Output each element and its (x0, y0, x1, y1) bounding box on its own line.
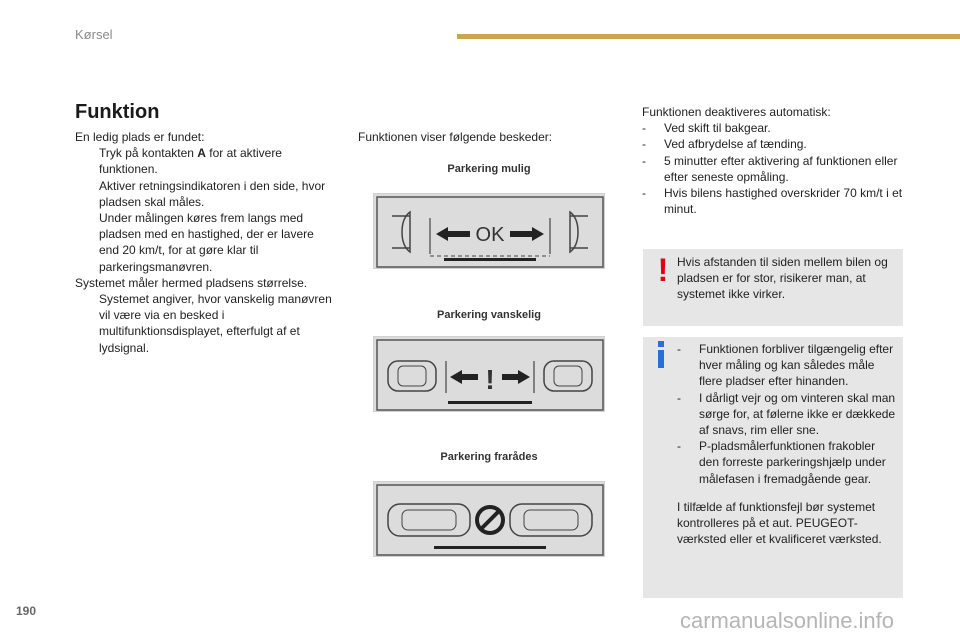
parking-difficult-icon (374, 337, 606, 413)
watermark: carmanualsonline.info (680, 608, 895, 633)
display-panel-difficult (373, 336, 605, 412)
list-item: - Hvis bilens hastighed overskrider 70 km/t i et minut. (642, 186, 903, 217)
info-box (643, 337, 903, 598)
list-item (75, 145, 337, 177)
panel-label-possible: Parkering mulig (447, 163, 531, 175)
list-item: - 5 minutter efter aktivering af funktionen eller efter seneste opmåling. (642, 153, 898, 184)
list-item-text-pre: Tryk på kontakten (99, 146, 198, 161)
warning-box (643, 249, 903, 326)
warning-icon: ! (657, 252, 669, 288)
page-title: Funktion (75, 101, 160, 123)
list-item-text: Aktiver retningsindikatoren i den side, hvor pladsen skal måles. (99, 178, 326, 209)
warning-text: Hvis afstanden til siden mellem bilen og pladsen er for stor, risikerer man, at systemet ikke virker. (677, 255, 888, 302)
list-item-text: Under målingen køres frem langs med pladsen med en hastighed, der er lavere end 20 km/t, for at gøre klar til parkeringsmanøvren. (99, 211, 314, 274)
panel-label-discouraged: Parkering frarådes (440, 451, 538, 463)
right-column (642, 104, 904, 217)
list-item: - Ved afbrydelse af tænding. (642, 137, 807, 152)
list-item: - Funktionen forbliver tilgængelig efter hver måling og kan således måle flere pladser efter hinanden. (677, 342, 894, 389)
list-item-text: Systemet angiver, hvor vanskelig manøvren vil være via en besked i multifunktionsdisplayet, efterfulgt af et lydsignal. (99, 292, 332, 355)
left-column (75, 129, 337, 356)
list-item (75, 210, 337, 275)
list-item (75, 291, 337, 356)
info-content (677, 341, 897, 559)
parking-ok-icon (374, 194, 606, 270)
list-item (75, 178, 337, 210)
panel-symbol-ok: OK (475, 224, 505, 246)
list-item: - Ved skift til bakgear. (642, 121, 771, 136)
left-intro: En ledig plads er fundet: (75, 130, 205, 144)
display-panel-discouraged (373, 481, 605, 557)
middle-intro: Funktionen viser følgende beskeder: (358, 130, 553, 144)
parking-no-entry-icon (374, 482, 606, 558)
info-footer: I tilfælde af funktionsfejl bør systemet kontrolleres på et aut. PEUGEOT-værksted eller et kvalificeret værksted. (677, 499, 882, 547)
section-label: Kørsel (75, 27, 113, 42)
button-letter: A (197, 146, 206, 161)
info-icon (655, 341, 667, 368)
right-intro: Funktionen deaktiveres automatisk: (642, 105, 831, 119)
header-accent-bar (457, 34, 960, 39)
panel-label-difficult: Parkering vanskelig (437, 309, 541, 321)
list-item: - P-pladsmålerfunktionen frakobler den forreste parkeringshjælp under målefasen i fremadgående gear. (677, 439, 886, 486)
left-mid-text: Systemet måler hermed pladsens størrelse. (75, 275, 308, 290)
page-number: 190 (16, 604, 37, 618)
list-item-text-post: for at aktivere funktionen. (99, 146, 282, 177)
display-panel-possible (373, 193, 605, 269)
panel-symbol-warning: ! (485, 364, 495, 395)
list-item: - I dårligt vejr og om vinteren skal man sørge for, at følerne ikke er dækkede af snavs, rim eller sne. (677, 390, 896, 438)
